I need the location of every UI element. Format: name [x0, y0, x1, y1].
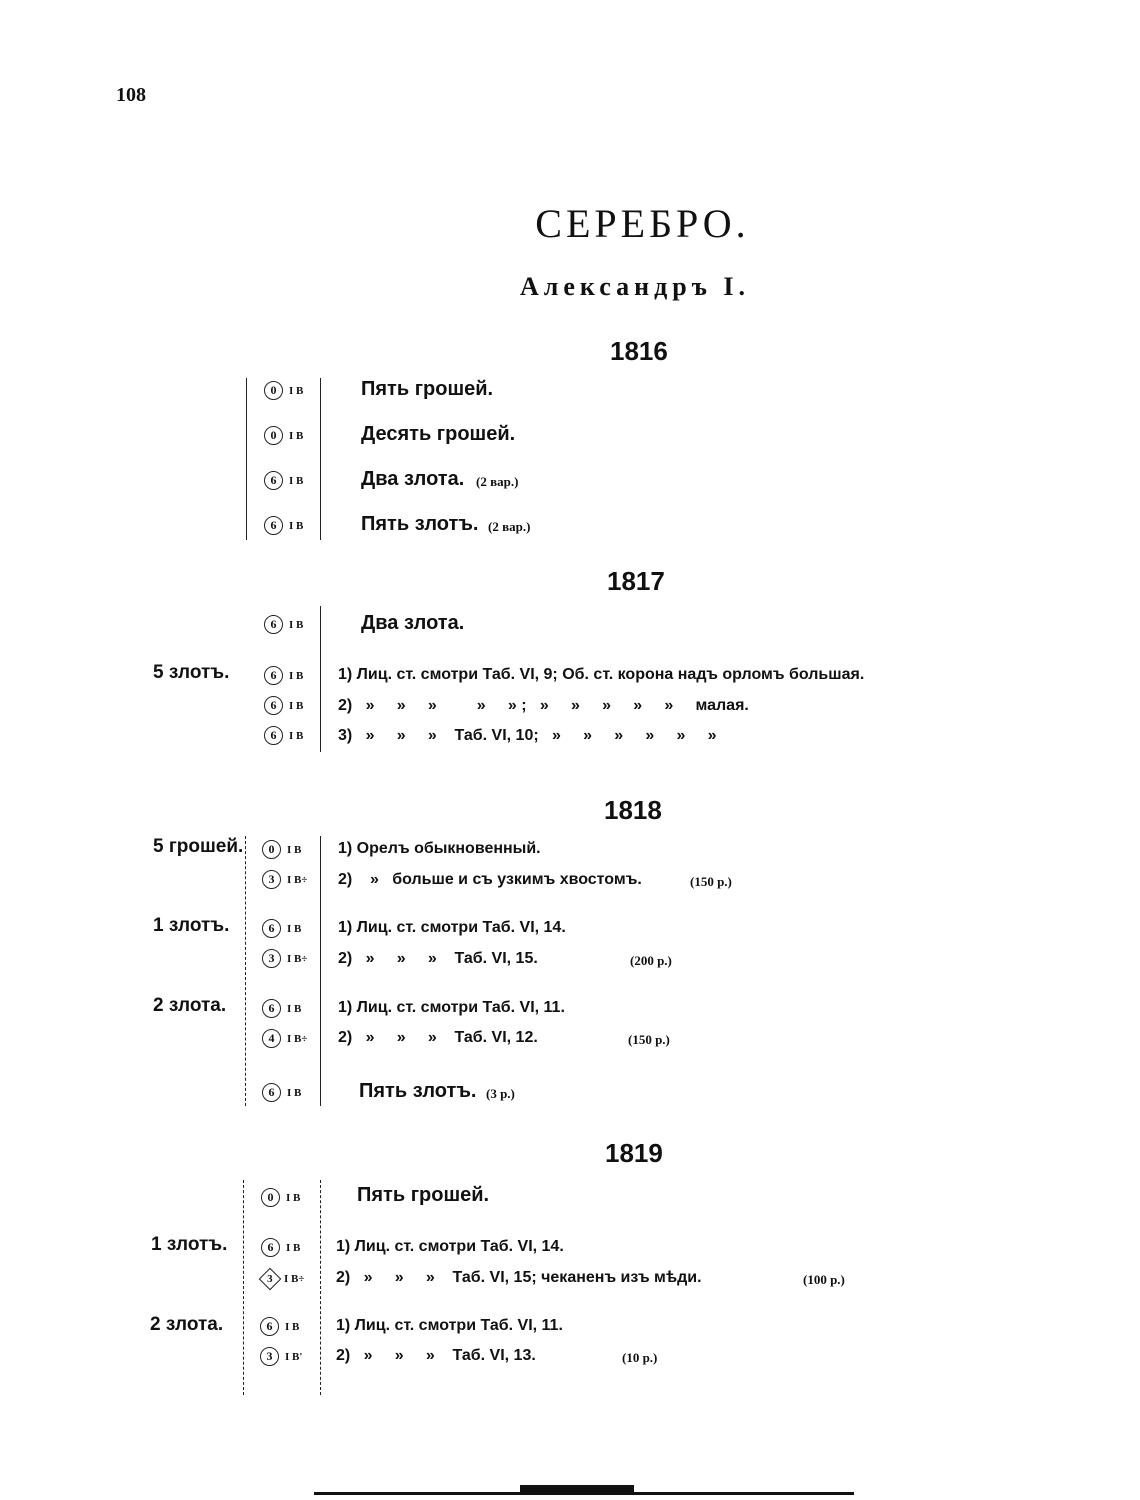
variant-line: 1) Лиц. ст. смотри Таб. VI, 9; Об. ст. корона надъ орломъ большая.	[338, 666, 865, 683]
coin-entry: Два злота.	[361, 612, 465, 634]
mint-mark: 0 I B	[264, 381, 303, 400]
column-rule	[320, 378, 321, 540]
mint-circle-icon: 6	[264, 516, 283, 535]
mint-mark: 0 I B	[261, 1188, 300, 1207]
mint-mark: 6 I B	[261, 1238, 300, 1257]
mint-mark: 6 I B	[262, 999, 301, 1018]
denomination-label: 2 злота.	[150, 1314, 224, 1335]
variant-line: 2) » больше и съ узкимъ хвостомъ.	[338, 871, 642, 888]
denomination-label: 1 злотъ.	[153, 915, 230, 936]
variant-line: 2) » » » Таб. VI, 15.	[338, 950, 538, 967]
mint-mark: 0 I B	[262, 840, 301, 859]
mint-circle-icon: 0	[264, 381, 283, 400]
denomination-label: 1 злотъ.	[151, 1234, 228, 1255]
mint-circle-icon: 6	[264, 471, 283, 490]
mint-circle-icon: 0	[261, 1188, 280, 1207]
variant-note: (2 вар.)	[488, 519, 531, 534]
footer-rule	[314, 1492, 854, 1495]
mint-mark: 6 I B	[264, 696, 303, 715]
year-1819: 1819	[605, 1138, 663, 1168]
year-1817: 1817	[607, 566, 665, 596]
mint-circle-icon: 4	[262, 1029, 281, 1048]
price-note: (200 р.)	[630, 953, 672, 968]
mint-circle-icon: 3	[260, 1347, 279, 1366]
mint-diamond-icon: 3	[259, 1268, 282, 1291]
price-note: (100 р.)	[803, 1272, 845, 1287]
mint-mark: 6 I B	[264, 516, 303, 535]
mint-circle-icon: 6	[262, 999, 281, 1018]
mint-mark: 6 I B	[264, 666, 303, 685]
variant-line: 2) » » » » » ; » » » » » малая.	[338, 697, 749, 714]
coin-entry: Пять злотъ.	[361, 513, 479, 535]
year-1818: 1818	[604, 795, 662, 825]
mint-mark: 6 I B	[264, 726, 303, 745]
mint-circle-icon: 3	[262, 870, 281, 889]
price-note: (150 р.)	[690, 874, 732, 889]
coin-entry: Десять грошей.	[361, 423, 516, 445]
coin-entry: Пять грошей.	[361, 378, 494, 400]
page-title: СЕРЕБРО.	[535, 201, 750, 246]
variant-line: 1) Орелъ обыкновенный.	[338, 840, 541, 857]
variant-line: 3) » » » Таб. VI, 10; » » » » » »	[338, 727, 717, 744]
mint-mark: 6 I B	[262, 1083, 301, 1102]
mint-circle-icon: 6	[264, 666, 283, 685]
mint-circle-icon: 6	[262, 1083, 281, 1102]
mint-circle-icon: 6	[260, 1317, 279, 1336]
mint-circle-icon: 6	[261, 1238, 280, 1257]
variant-line: 1) Лиц. ст. смотри Таб. VI, 14.	[336, 1238, 564, 1255]
variant-line: 2) » » » Таб. VI, 15; чеканенъ изъ мѣди.	[336, 1269, 702, 1286]
mint-circle-icon: 6	[262, 919, 281, 938]
mint-mark: 3 I B'	[260, 1347, 302, 1366]
mint-mark: 3 I B÷	[262, 870, 307, 889]
mint-mark: 0 I B	[264, 426, 303, 445]
denomination-label: 2 злота.	[153, 995, 227, 1016]
column-rule	[243, 1180, 244, 1395]
mint-circle-icon: 0	[264, 426, 283, 445]
variant-line: 1) Лиц. ст. смотри Таб. VI, 11.	[338, 999, 565, 1016]
denomination-label: 5 грошей.	[153, 836, 244, 857]
page-number: 108	[116, 84, 146, 106]
variant-line: 2) » » » Таб. VI, 12.	[338, 1029, 538, 1046]
mint-mark: 6 I B	[264, 471, 303, 490]
mint-mark: 3 I B÷	[262, 1269, 304, 1287]
mint-circle-icon: 6	[264, 726, 283, 745]
column-rule	[320, 1180, 321, 1395]
mint-mark: 6 I B	[264, 615, 303, 634]
year-1816: 1816	[610, 336, 668, 366]
price-note: (10 р.)	[622, 1350, 658, 1365]
price-note: (150 р.)	[628, 1032, 670, 1047]
coin-entry: Два злота.	[361, 468, 465, 490]
column-rule	[246, 378, 247, 540]
mint-circle-icon: 6	[264, 696, 283, 715]
variant-line: 2) » » » Таб. VI, 13.	[336, 1347, 536, 1364]
column-rule	[245, 836, 246, 1106]
mint-circle-icon: 0	[262, 840, 281, 859]
mint-mark: 6 I B	[260, 1317, 299, 1336]
column-rule	[320, 836, 321, 1106]
price-note: (3 р.)	[486, 1086, 515, 1101]
mint-mark: 6 I B	[262, 919, 301, 938]
variant-note: (2 вар.)	[476, 474, 519, 489]
mint-circle-icon: 6	[264, 615, 283, 634]
denomination-label: 5 злотъ.	[153, 662, 230, 683]
mint-mark: 4 I B÷	[262, 1029, 307, 1048]
ruler-heading: Александръ I.	[520, 272, 750, 301]
variant-line: 1) Лиц. ст. смотри Таб. VI, 14.	[338, 919, 566, 936]
coin-entry: Пять злотъ.	[359, 1080, 477, 1102]
mint-circle-icon: 3	[262, 949, 281, 968]
column-rule	[320, 606, 321, 752]
coin-entry: Пять грошей.	[357, 1184, 490, 1206]
variant-line: 1) Лиц. ст. смотри Таб. VI, 11.	[336, 1317, 563, 1334]
mint-mark: 3 I B÷	[262, 949, 307, 968]
